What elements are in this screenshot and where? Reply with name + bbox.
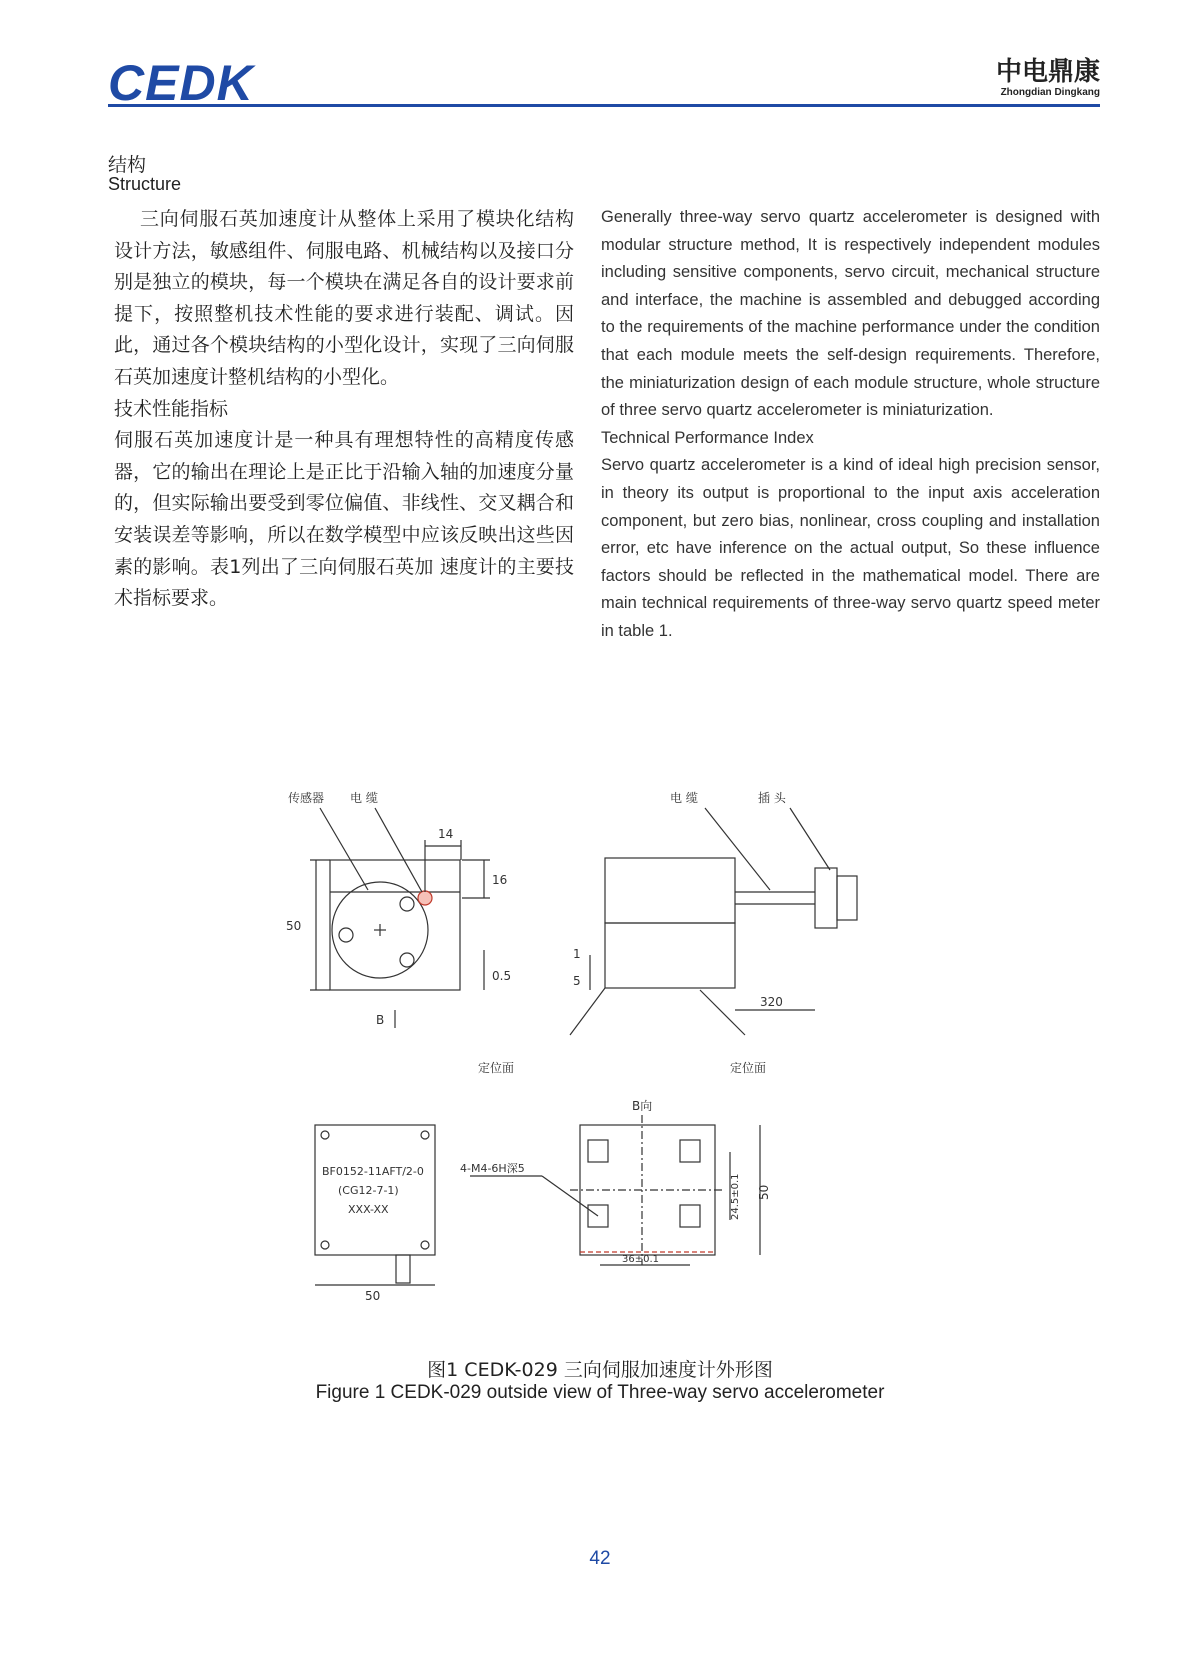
heading-performance-en: Technical Performance Index: [601, 428, 814, 447]
dim-320: 320: [760, 995, 783, 1009]
label-plug: 插 头: [758, 791, 786, 805]
paragraph-structure-cn: 三向伺服石英加速度计从整体上采用了模块化结构设计方法，敏感组件、伺服电路、机械结构以及接口分别是独立的模块，每一个模块在满足各自的设计要求前提下，按照整机技术性能的要求进行装配、调试。因此，通过各个模块结构的小型化设计，实现了三向伺服石英加速度计整机结构的小型化。: [114, 208, 574, 388]
page-number: 42: [589, 1548, 611, 1569]
paragraph-structure-en: Generally three-way servo quartz accelerometer is designed with modular structure method, It is respectively independent modules including sensitive components, servo circuit, mechanical structure and interface, the machine is assembled and debugged according to the requirements of the machine performance under the condition that each module meets the self-design requirements. Therefore, the miniaturization design of each module structure, whole structure of three servo quartz accelerometer is miniaturization.: [601, 208, 1100, 420]
dim-14: 14: [438, 827, 454, 841]
paragraph-performance-cn: 伺服石英加速度计是一种具有理想特性的高精度传感器，它的输出在理论上是正比于沿输入轴的加速度分量的，但实际输出要受到零位偏值、非线性、交叉耦合和安装误差等影响，所以在数学模型中应该反映出这些因素的影响。表1列出了三向伺服石英加 速度计的主要技术指标要求。: [114, 429, 574, 610]
dim-24-5: 24.5±0.1: [730, 1173, 741, 1220]
figure-caption-cn: 图1 CEDK-029 三向伺服加速度计外形图: [427, 1359, 773, 1381]
dim-16: 16: [492, 873, 508, 887]
outline-drawing: [270, 780, 930, 1340]
dim-0-5: 0.5: [492, 969, 512, 983]
thread-spec: 4-M4-6H深5: [460, 1162, 525, 1175]
left-column-cn: [114, 204, 574, 615]
dim-50: 50: [286, 919, 302, 933]
figure-caption-en: Figure 1 CEDK-029 outside view of Three-way servo accelerometer: [315, 1382, 885, 1403]
front-view-body: [330, 860, 460, 990]
connector-model: BF0152-11AFT/2-0: [322, 1165, 424, 1178]
right-column-en: [601, 204, 1100, 646]
label-cable: 电 缆: [350, 791, 378, 805]
connector-code: (CG12-7-1): [338, 1184, 399, 1197]
view-b-title: B向: [632, 1099, 653, 1113]
dim-5: 5: [573, 974, 581, 988]
dim-50-bottom: 50: [365, 1289, 381, 1303]
heading-performance-cn: 技术性能指标: [114, 397, 229, 420]
header-rule: [108, 104, 1100, 107]
dim-36: 36±0.1: [622, 1254, 660, 1265]
datum-label-1: 定位面: [478, 1061, 515, 1075]
section-title-cn: 结构: [108, 154, 147, 176]
brand-name-cn: 中电鼎康: [995, 57, 1100, 87]
label-cable-side: 电 缆: [670, 791, 698, 805]
plug-flange: [815, 868, 837, 928]
brand-block: [996, 58, 1100, 98]
section-title-en: Structure: [108, 174, 182, 194]
plug-body: [837, 876, 857, 920]
brand-name-en: Zhongdian Dingkang: [1000, 86, 1100, 98]
connector-serial: XXX-XX: [348, 1203, 389, 1216]
label-sensor: 传感器: [288, 791, 325, 805]
cedk-logo: CEDK: [108, 55, 254, 111]
side-view-bottom: [605, 923, 735, 988]
dim-1: 1: [573, 947, 581, 961]
datum-label-2: 定位面: [730, 1061, 767, 1075]
arrow-b-label: B: [376, 1013, 385, 1027]
paragraph-performance-en: Servo quartz accelerometer is a kind of ideal high precision sensor, in theory its output is proportional to the input axis acceleration component, but zero bias, nonlinear, cross coupling and installation error, etc have inference on the actual output, So these influence factors should be reflected in the mathematical model. There are main technical requirements of three-way servo quartz speed meter in table 1.: [601, 456, 1100, 640]
side-view-top: [605, 858, 735, 923]
cable-outlet: [418, 891, 432, 905]
dim-50-right: 50: [757, 1184, 771, 1200]
